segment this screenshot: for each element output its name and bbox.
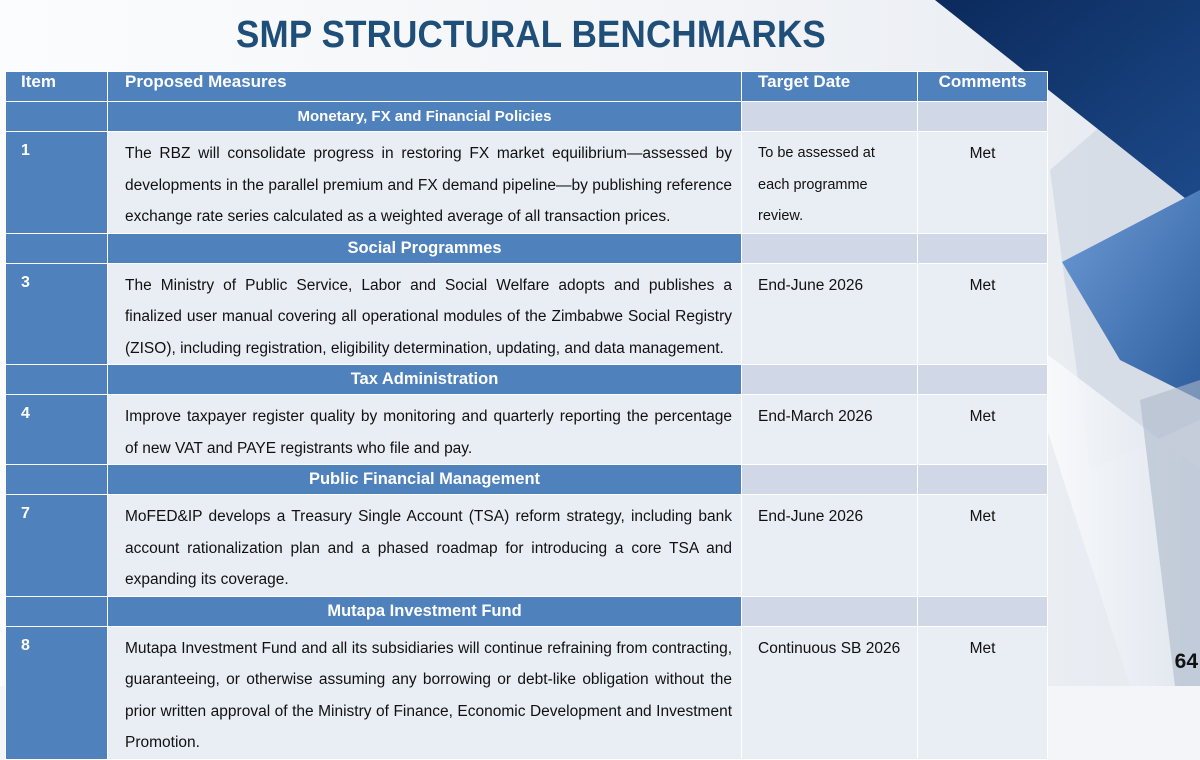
section-date-cell bbox=[742, 233, 918, 263]
table-row bbox=[6, 495, 1048, 597]
measure-text: MoFED&IP develops a Treasury Single Account (TSA) reform strategy, including bank account rationalization plan and a phased roadmap for introducing a core TSA and expanding its coverage. bbox=[108, 495, 742, 597]
table-row bbox=[6, 263, 1048, 365]
section-date-cell bbox=[742, 102, 918, 132]
table-row bbox=[6, 395, 1048, 465]
header-comments: Comments bbox=[918, 72, 1048, 102]
item-number: 7 bbox=[6, 495, 108, 597]
comment: Met bbox=[918, 132, 1048, 234]
target-date: End-March 2026 bbox=[742, 395, 918, 465]
section-row bbox=[6, 102, 1048, 132]
section-item-cell bbox=[6, 233, 108, 263]
target-date: Continuous SB 2026 bbox=[742, 626, 918, 759]
section-row bbox=[6, 233, 1048, 263]
section-title: Social Programmes bbox=[108, 233, 742, 263]
header-item: Item bbox=[6, 72, 108, 102]
comment: Met bbox=[918, 395, 1048, 465]
section-row bbox=[6, 596, 1048, 626]
page-number: 64 bbox=[1174, 650, 1198, 673]
measure-text: The RBZ will consolidate progress in restoring FX market equilibrium—assessed by developments in the parallel premium and FX demand pipeline—by publishing reference exchange rate series calculated as a weighted average of all transaction prices. bbox=[108, 132, 742, 234]
header-proposed-measures: Proposed Measures bbox=[108, 72, 742, 102]
item-number: 8 bbox=[6, 626, 108, 759]
target-date: End-June 2026 bbox=[742, 263, 918, 365]
section-item-cell bbox=[6, 102, 108, 132]
section-item-cell bbox=[6, 365, 108, 395]
section-date-cell bbox=[742, 365, 918, 395]
section-item-cell bbox=[6, 465, 108, 495]
table-header-row bbox=[6, 72, 1048, 102]
target-date: End-June 2026 bbox=[742, 495, 918, 597]
section-title: Mutapa Investment Fund bbox=[108, 596, 742, 626]
slide-title: SMP STRUCTURAL BENCHMARKS bbox=[236, 14, 826, 56]
section-comment-cell bbox=[918, 102, 1048, 132]
section-row bbox=[6, 365, 1048, 395]
section-date-cell bbox=[742, 465, 918, 495]
section-comment-cell bbox=[918, 365, 1048, 395]
section-row bbox=[6, 465, 1048, 495]
benchmarks-table bbox=[5, 71, 1048, 760]
section-title: Public Financial Management bbox=[108, 465, 742, 495]
section-date-cell bbox=[742, 596, 918, 626]
table-row bbox=[6, 132, 1048, 234]
comment: Met bbox=[918, 626, 1048, 759]
comment: Met bbox=[918, 495, 1048, 597]
section-comment-cell bbox=[918, 233, 1048, 263]
item-number: 1 bbox=[6, 132, 108, 234]
section-title: Tax Administration bbox=[108, 365, 742, 395]
measure-text: Mutapa Investment Fund and all its subsidiaries will continue refraining from contracting, guaranteeing, or otherwise assuming any borrowing or debt-like obligation without the prior written approval of the Ministry of Finance, Economic Development and Investment Promotion. bbox=[108, 626, 742, 759]
measure-text: Improve taxpayer register quality by monitoring and quarterly reporting the percentage of new VAT and PAYE registrants who file and pay. bbox=[108, 395, 742, 465]
section-comment-cell bbox=[918, 465, 1048, 495]
section-title: Monetary, FX and Financial Policies bbox=[108, 102, 742, 132]
measure-text: The Ministry of Public Service, Labor and Social Welfare adopts and publishes a finalized user manual covering all operational modules of the Zimbabwe Social Registry (ZISO), including registration, eligibility determination, updating, and data management. bbox=[108, 263, 742, 365]
item-number: 4 bbox=[6, 395, 108, 465]
header-target-date: Target Date bbox=[742, 72, 918, 102]
section-item-cell bbox=[6, 596, 108, 626]
target-date: To be assessed at each programme review. bbox=[742, 132, 918, 234]
table-row bbox=[6, 626, 1048, 759]
section-comment-cell bbox=[918, 596, 1048, 626]
comment: Met bbox=[918, 263, 1048, 365]
item-number: 3 bbox=[6, 263, 108, 365]
